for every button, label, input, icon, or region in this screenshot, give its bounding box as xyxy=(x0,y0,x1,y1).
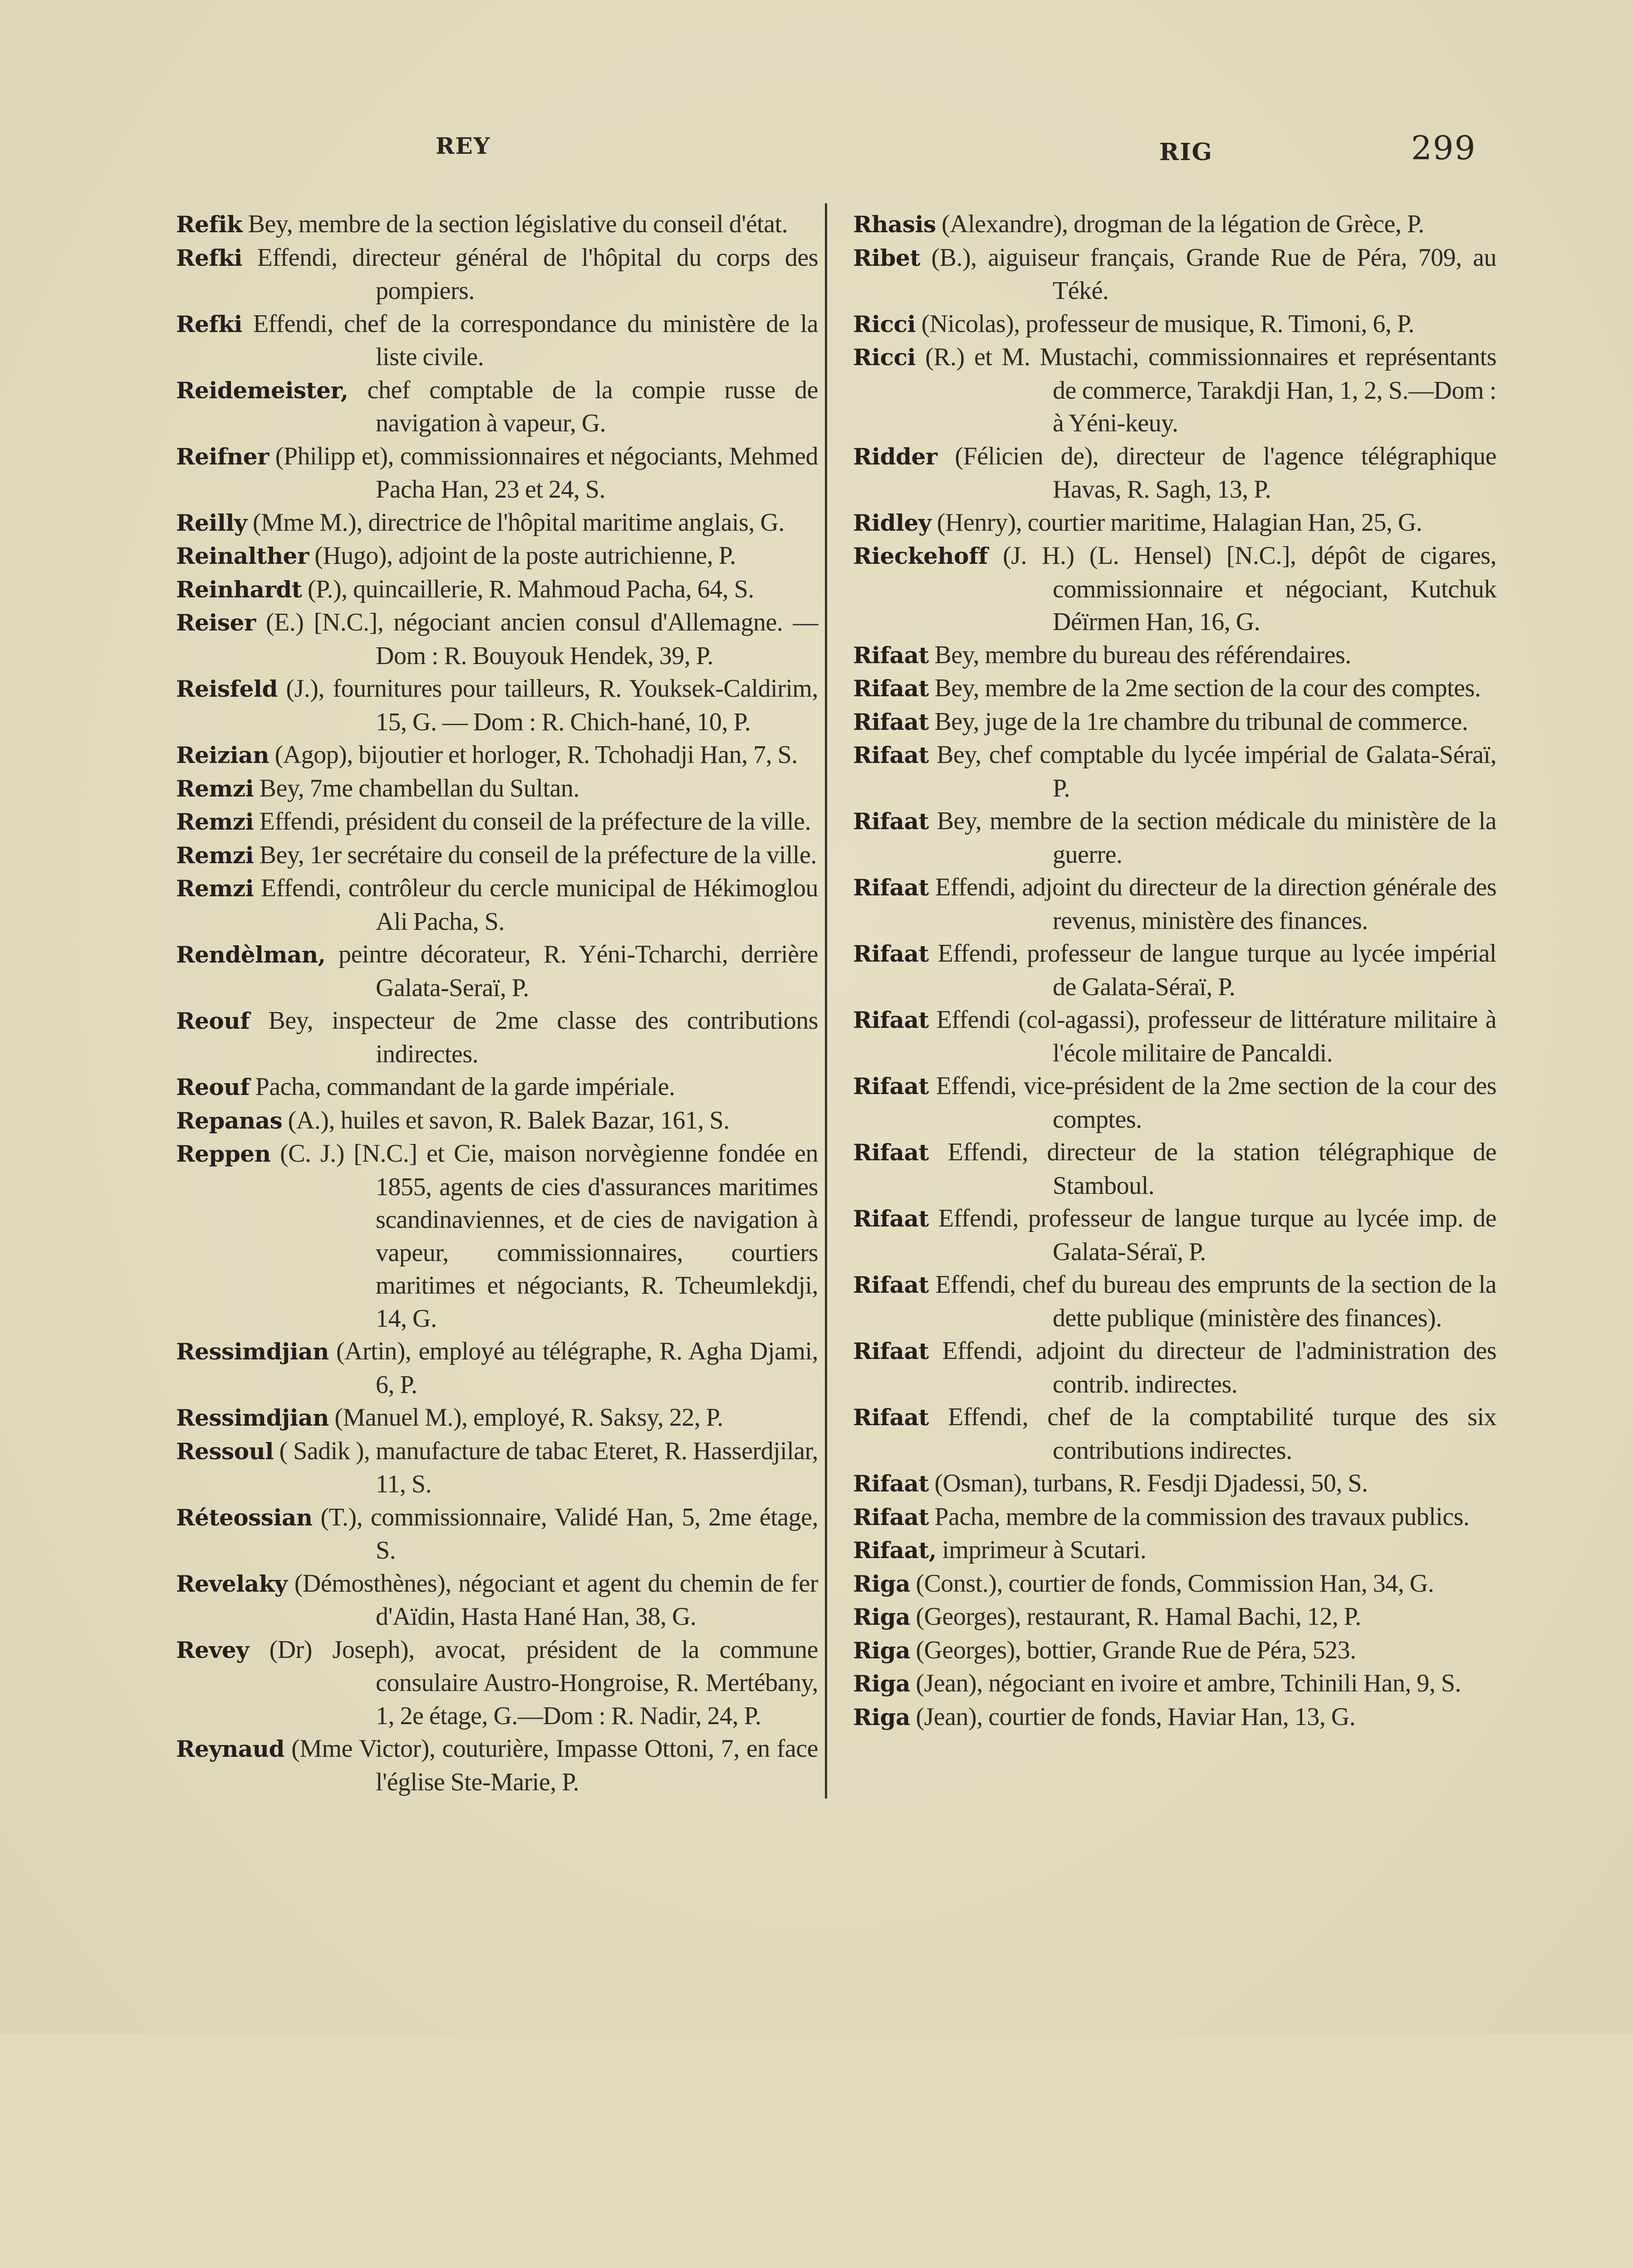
left-column xyxy=(176,208,818,1799)
entry-name: Ricci xyxy=(853,344,916,371)
directory-entry xyxy=(853,1202,1496,1268)
entry-name: Rifaat xyxy=(853,675,929,702)
directory-entry xyxy=(853,937,1496,1003)
entry-name: Riga xyxy=(853,1703,910,1730)
entry-details: Bey, chef comptable du lycée impérial de Galata-Séraï, P. xyxy=(937,741,1496,802)
entry-details: Effendi, chef du bureau des emprunts de la section de la dette publique (ministère des finances). xyxy=(935,1271,1496,1332)
right-column xyxy=(853,208,1496,1799)
entry-name: Remzi xyxy=(176,875,254,902)
directory-entry xyxy=(176,938,818,1004)
entry-name: Ridley xyxy=(853,509,932,536)
entry-details: (A.), huiles et savon, R. Balek Bazar, 161, S. xyxy=(288,1106,730,1134)
entry-details: (Artin), employé au télégraphe, R. Agha Djami, 6, P. xyxy=(336,1337,819,1399)
entry-name: Reisfeld xyxy=(176,675,278,702)
entry-details: (J. H.) (L. Hensel) [N.C.], dépôt de cigares, commissionnaire et négociant, Kutchuk Déïrmen Han, 16, G. xyxy=(1003,542,1497,636)
entry-name: Rifaat xyxy=(853,1404,929,1431)
entry-name: Rifaat xyxy=(853,1139,929,1166)
entry-details: Pacha, commandant de la garde impériale. xyxy=(255,1073,675,1101)
entry-name: Ressimdjian xyxy=(176,1338,329,1365)
directory-entry xyxy=(176,241,818,308)
directory-entry xyxy=(853,1401,1496,1467)
entry-name: Remzi xyxy=(176,775,254,802)
entry-details: Bey, juge de la 1re chambre du tribunal de commerce. xyxy=(934,707,1468,736)
directory-entry xyxy=(853,1467,1496,1501)
entry-details: Effendi, professeur de langue turque au lycée impérial de Galata-Séraï, P. xyxy=(937,939,1496,1001)
directory-entry xyxy=(176,1633,818,1733)
entry-name: Rifaat xyxy=(853,1205,929,1232)
entry-name: Rifaat xyxy=(853,742,929,768)
entry-details: Effendi, chef de la comptabilité turque des six contributions indirectes. xyxy=(948,1403,1497,1465)
entry-name: Rhasis xyxy=(853,211,936,238)
two-column-body xyxy=(0,208,1633,1799)
entry-name: Rifaat xyxy=(853,1338,929,1364)
entry-name: Riga xyxy=(853,1637,910,1664)
directory-entry xyxy=(853,1268,1496,1334)
directory-entry xyxy=(176,1070,818,1104)
entry-details: Effendi, contrôleur du cercle municipal de Hékimoglou Ali Pacha, S. xyxy=(260,874,819,936)
page-number: 299 xyxy=(1411,129,1476,167)
directory-entry xyxy=(853,308,1496,341)
directory-entry xyxy=(853,1600,1496,1634)
entry-details: (Henry), courtier maritime, Halagian Han, 25, G. xyxy=(937,508,1422,537)
entry-name: Ricci xyxy=(853,310,916,337)
entry-details: Bey, membre de la section médicale du ministère de la guerre. xyxy=(937,807,1496,869)
directory-entry xyxy=(853,208,1496,241)
directory-entry xyxy=(853,440,1496,506)
directory-entry xyxy=(176,506,818,540)
entry-details: Effendi, directeur général de l'hôpital du corps des pompiers. xyxy=(257,243,819,305)
entry-details: Effendi, adjoint du directeur de l'administration des contrib. indirectes. xyxy=(942,1337,1497,1398)
entry-name: Refki xyxy=(176,310,243,337)
directory-entry xyxy=(853,1534,1496,1567)
entry-name: Rieckehoff xyxy=(853,543,988,569)
entry-details: (T.), commissionnaire, Validé Han, 5, 2me étage, S. xyxy=(320,1503,819,1564)
entry-details: ( Sadik ), manufacture de tabac Eteret, R. Hasserdjilar, 11, S. xyxy=(279,1437,819,1498)
directory-entry xyxy=(176,1137,818,1335)
directory-entry xyxy=(853,805,1496,871)
entry-name: Reifner xyxy=(176,443,269,470)
entry-details: (Philipp et), commissionnaires et négociants, Mehmed Pacha Han, 23 et 24, S. xyxy=(275,442,819,503)
entry-details: Effendi, adjoint du directeur de la direction générale des revenus, ministère des finances. xyxy=(935,873,1497,935)
running-head-left: REY xyxy=(436,132,491,159)
entry-details: Pacha, membre de la commission des travaux publics. xyxy=(934,1502,1470,1531)
running-head-right: RIG xyxy=(1159,138,1213,166)
directory-entry xyxy=(853,1701,1496,1734)
directory-entry xyxy=(176,539,818,573)
entry-details: chef comptable de la compie russe de navigation à vapeur, G. xyxy=(367,376,818,437)
directory-entry xyxy=(853,1070,1496,1136)
entry-name: Ridder xyxy=(853,443,937,470)
directory-entry xyxy=(853,1003,1496,1070)
entry-name: Reynaud xyxy=(176,1735,284,1762)
directory-entry xyxy=(853,506,1496,540)
directory-entry xyxy=(176,1104,818,1138)
entry-details: (R.) et M. Mustachi, commissionnaires et représentants de commerce, Tarakdji Han, 1, 2, S.—Dom : à Yéni-keuy. xyxy=(925,343,1497,437)
directory-entry xyxy=(853,1501,1496,1534)
entry-name: Reiser xyxy=(176,609,256,636)
directory-entry xyxy=(176,606,818,672)
directory-entry xyxy=(853,672,1496,705)
entry-details: (C. J.) [N.C.] et Cie, maison norvègienne fondée en 1855, agents de cies d'assurances maritimes scandinaviennes, et de cies de navigation à vapeur, commissionnaires, courtiers maritimes et négociants, R. Tcheumlekdji, 14, G. xyxy=(280,1139,819,1333)
entry-details: (E.) [N.C.], négociant ancien consul d'Allemagne. — Dom : R. Bouyouk Hendek, 39, P. xyxy=(265,608,819,670)
entry-details: Bey, 7me chambellan du Sultan. xyxy=(259,774,579,802)
entry-details: (Félicien de), directeur de l'agence télégraphique Havas, R. Sagh, 13, P. xyxy=(955,442,1496,503)
entry-details: (Manuel M.), employé, R. Saksy, 22, P. xyxy=(334,1403,723,1432)
directory-entry xyxy=(176,374,818,440)
entry-details: Bey, membre du bureau des référendaires. xyxy=(934,640,1351,669)
entry-details: Bey, inspecteur de 2me classe des contributions indirectes. xyxy=(268,1007,819,1068)
entry-details: Bey, membre de la 2me section de la cour des comptes. xyxy=(934,674,1481,702)
entry-details: (Jean), négociant en ivoire et ambre, Tchinili Han, 9, S. xyxy=(916,1669,1461,1697)
entry-name: Rifaat xyxy=(853,641,929,669)
entry-name: Rifaat xyxy=(853,1073,929,1100)
entry-name: Ribet xyxy=(853,244,920,271)
entry-name: Rifaat xyxy=(853,808,929,835)
entry-name: Rifaat xyxy=(853,708,929,735)
entry-name: Reidemeister, xyxy=(176,376,348,404)
directory-entry xyxy=(853,1667,1496,1701)
entry-name: Reizian xyxy=(176,742,269,768)
entry-name: Remzi xyxy=(176,841,254,869)
entry-details: (Osman), turbans, R. Fesdji Djadessi, 50, S. xyxy=(934,1469,1368,1497)
entry-details: (Alexandre), drogman de la légation de Grèce, P. xyxy=(942,210,1424,238)
entry-name: Reinalther xyxy=(176,543,309,569)
entry-name: Riga xyxy=(853,1603,910,1630)
entry-details: (Georges), restaurant, R. Hamal Bachi, 12, P. xyxy=(916,1603,1361,1631)
directory-entry xyxy=(176,1732,818,1799)
directory-entry xyxy=(176,772,818,806)
entry-name: Rifaat xyxy=(853,874,929,901)
directory-entry xyxy=(176,1501,818,1567)
entry-details: Bey, membre de la section législative du conseil d'état. xyxy=(248,210,788,238)
entry-details: (Mme M.), directrice de l'hôpital maritime anglais, G. xyxy=(252,508,785,537)
entry-details: Bey, 1er secrétaire du conseil de la préfecture de la ville. xyxy=(259,841,817,869)
entry-name: Remzi xyxy=(176,808,254,835)
directory-entry xyxy=(853,539,1496,639)
entry-details: (Agop), bijoutier et horloger, R. Tchohadji Han, 7, S. xyxy=(275,741,798,769)
entry-name: Rifaat xyxy=(853,1503,929,1530)
directory-entry xyxy=(176,1435,818,1501)
directory-entry xyxy=(853,738,1496,805)
entry-details: Effendi (col-agassi), professeur de littérature militaire à l'école militaire de Pancaldi. xyxy=(936,1006,1496,1067)
entry-details: (Démosthènes), négociant et agent du chemin de fer d'Aïdin, Hasta Hané Han, 38, G. xyxy=(294,1569,818,1631)
entry-details: Effendi, professeur de langue turque au lycée imp. de Galata-Séraï, P. xyxy=(938,1204,1496,1266)
entry-name: Repanas xyxy=(176,1107,283,1134)
directory-entry xyxy=(853,1634,1496,1667)
directory-entry xyxy=(853,1334,1496,1401)
entry-name: Refik xyxy=(176,211,243,238)
directory-entry xyxy=(176,1567,818,1633)
directory-entry xyxy=(176,1004,818,1070)
entry-details: peintre décorateur, R. Yéni-Tcharchi, derrière Galata-Seraï, P. xyxy=(338,940,818,1002)
entry-name: Reouf xyxy=(176,1007,250,1034)
entry-details: (J.), fournitures pour tailleurs, R. Youksek-Caldirim, 15, G. — Dom : R. Chich-hané, 10, P. xyxy=(286,675,818,736)
entry-name: Reppen xyxy=(176,1140,271,1167)
entry-name: Revey xyxy=(176,1636,249,1663)
directory-entry xyxy=(176,1401,818,1435)
entry-details: (B.), aiguiseur français, Grande Rue de Péra, 709, au Téké. xyxy=(931,243,1497,305)
directory-entry xyxy=(176,440,818,506)
entry-name: Rifaat xyxy=(853,1470,929,1497)
entry-name: Réteossian xyxy=(176,1504,313,1531)
entry-details: Effendi, chef de la correspondance du ministère de la liste civile. xyxy=(253,309,818,371)
directory-entry xyxy=(176,308,818,374)
entry-details: (Const.), courtier de fonds, Commission Han, 34, G. xyxy=(916,1569,1434,1598)
entry-details: (P.), quincaillerie, R. Mahmoud Pacha, 64, S. xyxy=(307,575,754,603)
entry-details: (Hugo), adjoint de la poste autrichienne, P. xyxy=(314,542,736,570)
directory-entry xyxy=(176,672,818,738)
entry-details: (Mme Victor), couturière, Impasse Ottoni, 7, en face l'église Ste-Marie, P. xyxy=(291,1735,819,1796)
entry-name: Ressimdjian xyxy=(176,1404,329,1431)
entry-name: Reilly xyxy=(176,509,247,536)
entry-name: Ressoul xyxy=(176,1437,274,1465)
entry-name: Rifaat xyxy=(853,940,929,967)
directory-entry xyxy=(853,705,1496,739)
entry-details: imprimeur à Scutari. xyxy=(942,1536,1147,1564)
entry-name: Reinhardt xyxy=(176,576,302,603)
directory-entry xyxy=(176,738,818,772)
entry-details: (Georges), bottier, Grande Rue de Péra, 523. xyxy=(916,1636,1356,1664)
entry-details: Effendi, président du conseil de la préfecture de la ville. xyxy=(259,807,811,836)
entry-name: Refki xyxy=(176,244,243,271)
directory-entry xyxy=(853,341,1496,440)
column-divider xyxy=(825,203,827,1799)
directory-entry xyxy=(853,241,1496,308)
directory-entry xyxy=(176,573,818,606)
directory-entry xyxy=(853,1567,1496,1601)
directory-entry xyxy=(176,839,818,872)
entry-details: (Dr) Joseph), avocat, président de la commune consulaire Austro-Hongroise, R. Mertébany, 1, 2e étage, G.—Dom : R. Nadir, 24, P. xyxy=(269,1635,819,1730)
entry-name: Rendèlman, xyxy=(176,941,326,968)
entry-name: Riga xyxy=(853,1570,910,1597)
entry-name: Rifaat xyxy=(853,1271,929,1298)
entry-name: Rifaat xyxy=(853,1007,929,1033)
directory-entry xyxy=(853,1136,1496,1202)
directory-entry xyxy=(176,805,818,839)
directory-entry xyxy=(176,872,818,938)
entry-name: Revelaky xyxy=(176,1570,288,1597)
directory-entry xyxy=(176,1335,818,1401)
running-header xyxy=(0,128,1633,208)
directory-entry xyxy=(176,208,818,241)
entry-details: (Jean), courtier de fonds, Haviar Han, 13, G. xyxy=(916,1702,1356,1731)
entry-details: Effendi, directeur de la station télégraphique de Stamboul. xyxy=(947,1138,1496,1200)
entry-name: Riga xyxy=(853,1670,910,1697)
entry-details: Effendi, vice-président de la 2me section de la cour des comptes. xyxy=(936,1072,1496,1134)
entry-details: (Nicolas), professeur de musique, R. Timoni, 6, P. xyxy=(921,309,1414,338)
directory-entry xyxy=(853,639,1496,672)
entry-name: Reouf xyxy=(176,1074,250,1100)
directory-entry xyxy=(853,871,1496,937)
entry-name: Rifaat, xyxy=(853,1537,937,1564)
